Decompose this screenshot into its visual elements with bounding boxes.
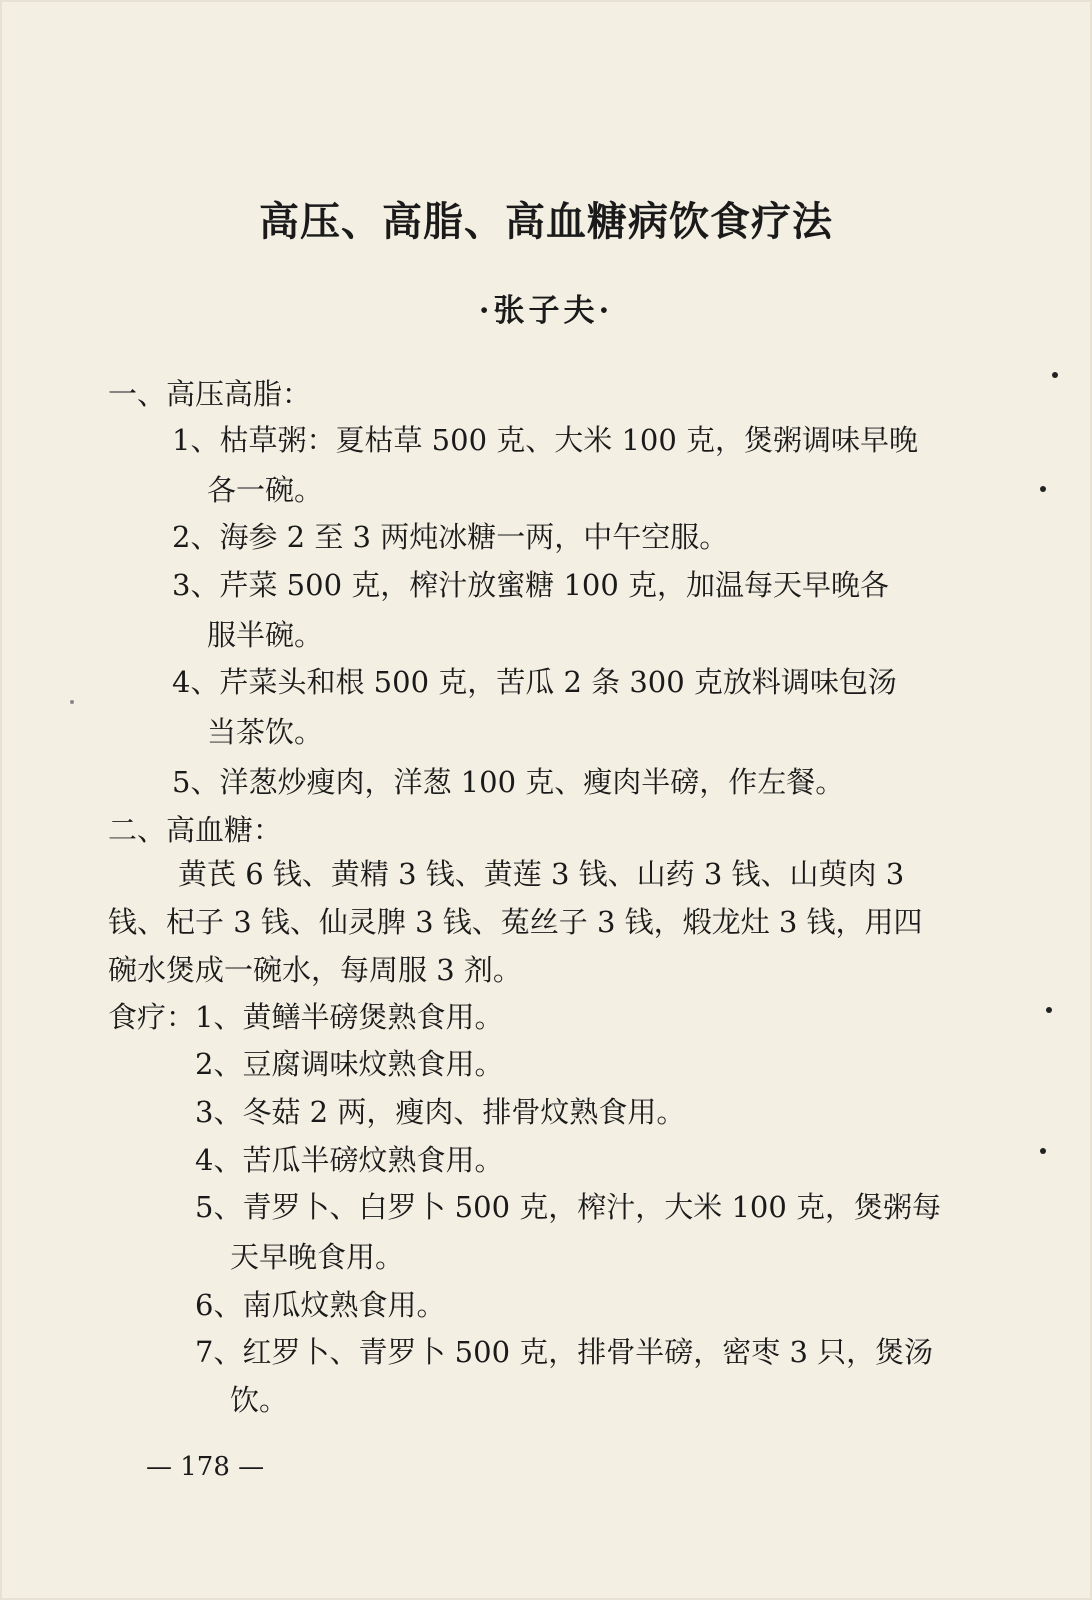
- list-item: 3、冬菇 2 两，瘦肉、排骨炆熟食用。: [195, 1095, 686, 1129]
- page-title: 高压、高脂、高血糖病饮食疗法: [259, 198, 833, 245]
- scan-speck: [1040, 486, 1046, 492]
- list-item: 7、红罗卜、青罗卜 500 克，排骨半磅，密枣 3 只，煲汤: [195, 1335, 934, 1369]
- author-name: ·张子夫·: [478, 293, 614, 329]
- list-item: 6、南瓜炆熟食用。: [195, 1288, 446, 1322]
- diet-label: 食疗：: [108, 1000, 196, 1034]
- list-item: 当茶饮。: [207, 715, 324, 749]
- list-item: 天早晚食用。: [230, 1240, 405, 1274]
- scan-speck: [1046, 1007, 1052, 1013]
- list-item: 5、青罗卜、白罗卜 500 克，榨汁，大米 100 克，煲粥每: [195, 1190, 942, 1224]
- scan-speck: [1040, 1148, 1046, 1154]
- list-item: 3、芹菜 500 克，榨汁放蜜糖 100 克，加温每天早晚各: [172, 568, 890, 602]
- list-item: 4、芹菜头和根 500 克，苦瓜 2 条 300 克放料调味包汤: [172, 665, 897, 699]
- list-item: 1、枯草粥：夏枯草 500 克、大米 100 克，煲粥调味早晚: [172, 423, 919, 457]
- paragraph-line: 钱、杞子 3 钱、仙灵脾 3 钱、菟丝子 3 钱，煅龙灶 3 钱，用四: [108, 905, 923, 939]
- list-item: 2、海参 2 至 3 两炖冰糖一两，中午空服。: [172, 520, 729, 554]
- list-item: 1、黄鳝半磅煲熟食用。: [195, 1000, 504, 1034]
- list-item: 4、苦瓜半磅炆熟食用。: [195, 1143, 504, 1177]
- scan-speck: [1052, 372, 1058, 378]
- list-item: 各一碗。: [207, 473, 324, 507]
- section2-heading: 二、高血糖：: [108, 813, 283, 847]
- list-item: 2、豆腐调味炆熟食用。: [195, 1047, 504, 1081]
- page-number: — 178 —: [146, 1452, 265, 1482]
- paragraph-line: 黄芪 6 钱、黄精 3 钱、黄莲 3 钱、山药 3 钱、山萸肉 3: [178, 857, 905, 891]
- list-item: 服半碗。: [207, 618, 324, 652]
- section1-heading: 一、高压高脂：: [108, 377, 312, 411]
- scan-speck: [70, 700, 74, 704]
- list-item: 饮。: [230, 1383, 289, 1417]
- list-item: 5、洋葱炒瘦肉，洋葱 100 克、瘦肉半磅，作左餐。: [172, 765, 845, 799]
- paragraph-line: 碗水煲成一碗水，每周服 3 剂。: [108, 953, 522, 987]
